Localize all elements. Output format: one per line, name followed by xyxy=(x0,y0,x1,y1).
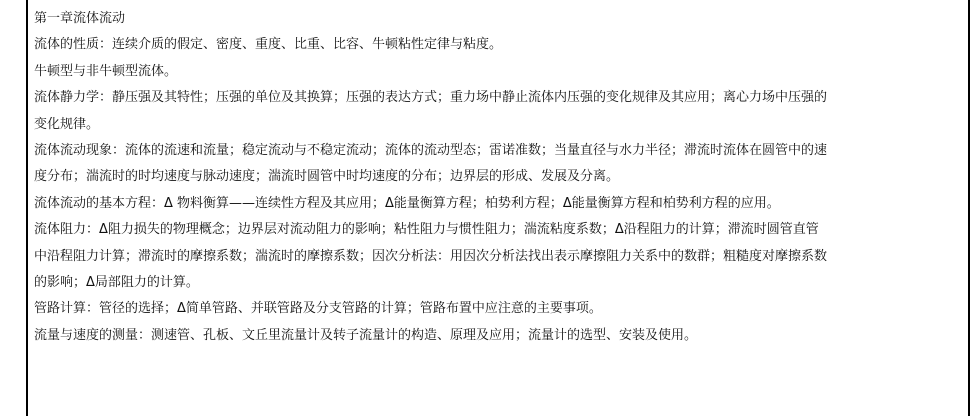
text-line: 流体流动的基本方程：Δ 物料衡算——连续性方程及其应用；Δ能量衡算方程；柏势利方程；Δ能量衡算方程和柏势利方程的应用。 xyxy=(34,195,780,211)
text-line: 变化规律。 xyxy=(34,116,100,132)
text-line: 流体的性质：连续介质的假定、密度、重度、比重、比容、牛顿粘性定律与粘度。 xyxy=(34,37,503,53)
text-line: 的影响；Δ局部阻力的计算。 xyxy=(34,275,199,291)
chapter-title: 第一章流体流动 xyxy=(34,11,126,26)
text-line: 流体阻力：Δ阻力损失的物理概念；边界层对流动阻力的影响；粘性阻力与惯性阻力；湍流粘度系数；Δ沿程阻力的计算；滞流时圆管直管 xyxy=(34,222,819,238)
text-line: 中沿程阻力计算；滞流时的摩擦系数；湍流时的摩擦系数；因次分析法：用因次分析法找出表示摩擦阻力关系中的数群；粗糙度对摩擦系数 xyxy=(34,248,828,264)
text-line: 流量与速度的测量：测速管、孔板、文丘里流量计及转子流量计的构造、原理及应用；流量计的选型、安装及使用。 xyxy=(34,327,698,343)
text-line: 度分布；湍流时的时均速度与脉动速度；湍流时圆管中时均速度的分布；边界层的形成、发展及分离。 xyxy=(34,169,620,185)
document-body xyxy=(34,6,962,349)
text-line: 流体静力学：静压强及其特性；压强的单位及其换算；压强的表达方式；重力场中静止流体内压强的变化规律及其应用；离心力场中压强的 xyxy=(34,90,828,106)
text-line: 牛顿型与非牛顿型流体。 xyxy=(34,63,178,79)
text-line: 管路计算：管径的选择；Δ简单管路、并联管路及分支管路的计算；管路布置中应注意的主要事项。 xyxy=(34,301,602,317)
text-line: 流体流动现象：流体的流速和流量；稳定流动与不稳定流动；流体的流动型态；雷诺准数；当量直径与水力半径；滞流时流体在圆管中的速 xyxy=(34,143,828,159)
